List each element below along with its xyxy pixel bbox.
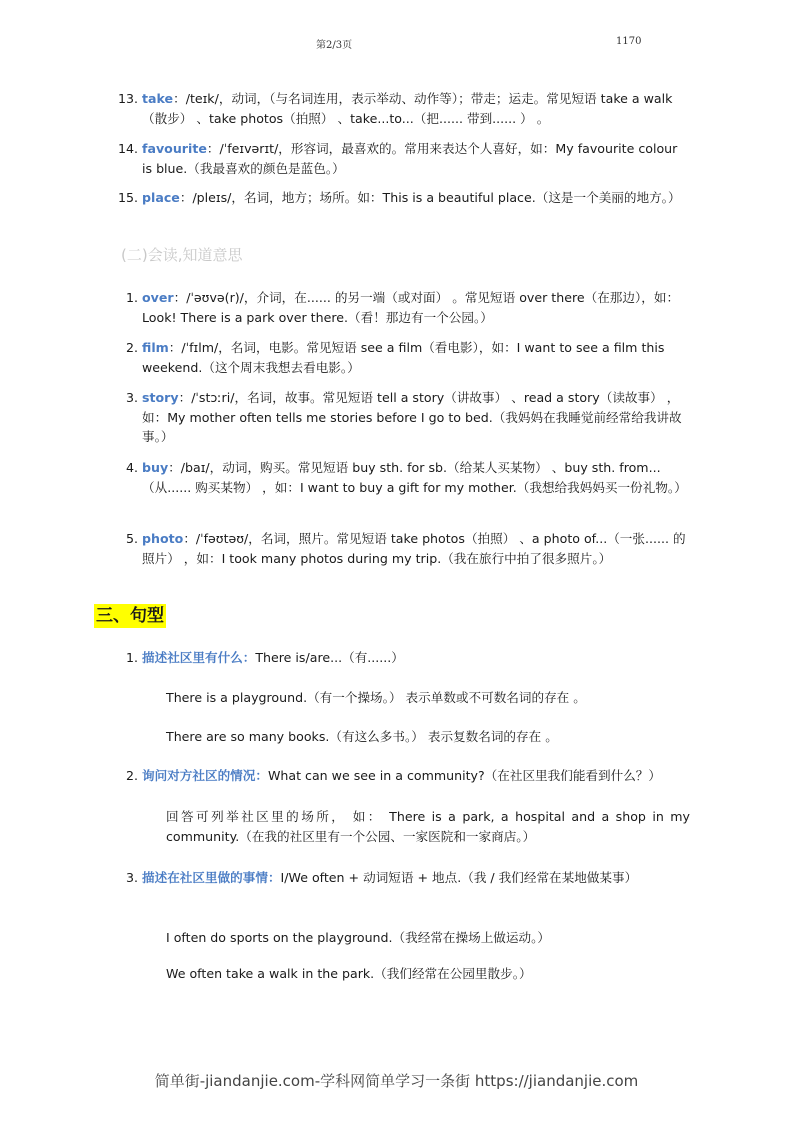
vocab-definition: ：/pleɪs/，名词，地方；场所。如：This is a beautiful place.（这是一个美丽的地方。）: [179, 190, 681, 205]
page-number: 第2/3页: [316, 40, 353, 51]
pattern-item-2: [125, 766, 690, 786]
vocab-word: place: [142, 190, 180, 205]
vocab-word: buy: [142, 460, 169, 475]
pattern-label: 描述社区里有什么：: [142, 650, 256, 665]
pattern-item-3: [125, 868, 690, 888]
vocab-item-take: [117, 89, 690, 128]
pattern-text: There is/are...（有......）: [255, 650, 404, 665]
vocab-definition: ：/baɪ/，动词，购买。常见短语 buy sth. for sb.（给某人买某物） 、buy sth. from...（从...... 购买某物） ，如：I want to buy a gift for my mother.（我想给我妈妈买一份礼物。）: [142, 460, 687, 495]
item-number: 2.: [125, 340, 138, 355]
page-footer: 简单街-jiandanjie.com-学科网简单学习一条街 https://jiandanjie.com: [154, 1072, 639, 1090]
item-number: 15.: [117, 190, 138, 205]
item-number: 4.: [125, 460, 138, 475]
pattern-item-1: [125, 648, 690, 668]
item-number: 2.: [125, 768, 138, 783]
item-number: 5.: [125, 531, 138, 546]
document-id: 1170: [616, 36, 642, 47]
pattern-label: 询问对方社区的情况：: [142, 768, 268, 783]
vocab-word: take: [142, 91, 174, 106]
section-heading-sentence-patterns: 三、句型: [96, 606, 164, 626]
vocab-definition: ：/ˈfɪlm/，名词，电影。常见短语 see a film（看电影），如：I want to see a film this weekend.（这个周末我想去看电影。）: [142, 340, 665, 375]
item-number: 13.: [117, 91, 138, 106]
vocab-word: photo: [142, 531, 184, 546]
item-number: 1.: [125, 650, 138, 665]
example-sentence: There is a playground.（有一个操场。） 表示单数或不可数名词的存在 。: [166, 690, 586, 705]
vocab-word: film: [142, 340, 169, 355]
page-header: [0, 36, 793, 52]
vocab-item-place: [117, 188, 690, 208]
example-sentence: 回答可列举社区里的场所， 如： There is a park, a hospital and a shop in my community.（在我的社区里有一个公园、一家医院和一家商店。）: [166, 809, 690, 844]
pattern-text: I/We often + 动词短语 + 地点.（我 / 我们经常在某地做某事）: [280, 870, 638, 885]
vocab-definition: ：/teɪk/，动词，（与名词连用，表示举动、动作等）；带走；运走。常见短语 take a walk（散步） 、take photos（拍照） 、take...to...（把...... 带到...... ） 。: [142, 91, 673, 126]
example-sentence: There are so many books.（有这么多书。） 表示复数名词的存在 。: [166, 729, 558, 744]
example-sentence: We often take a walk in the park.（我们经常在公园里散步。）: [166, 966, 532, 981]
vocab-word: over: [142, 290, 174, 305]
vocab-word: favourite: [142, 141, 207, 156]
vocab-definition: ：/ˈstɔːri/，名词，故事。常见短语 tell a story（讲故事） 、read a story（读故事） ，如：My mother often tells me stories before I go to bed.（我妈妈在我睡觉前经常给我讲故事。）: [142, 390, 682, 444]
item-number: 14.: [117, 141, 138, 156]
example-sentence: I often do sports on the playground.（我经常在操场上做运动。）: [166, 930, 550, 945]
item-number: 3.: [125, 390, 138, 405]
vocab-item-buy: [125, 458, 690, 497]
item-number: 3.: [125, 870, 138, 885]
pattern-text: What can we see in a community?（在社区里我们能看到什么？）: [267, 768, 661, 783]
vocab-definition: ：/ˈfəʊtəʊ/，名词，照片。常见短语 take photos（拍照） 、a photo of...（一张...... 的照片） ，如：I took many photos during my trip.（我在旅行中拍了很多照片。）: [142, 531, 686, 566]
vocab-item-favourite: [117, 139, 690, 178]
item-number: 1.: [125, 290, 138, 305]
vocab-definition: ：/ˈfeɪvərɪt/，形容词，最喜欢的。常用来表达个人喜好，如：My favourite colour is blue.（我最喜欢的颜色是蓝色。）: [142, 141, 678, 176]
vocab-item-photo: [125, 529, 690, 568]
vocab-word: story: [142, 390, 179, 405]
pattern-label: 描述在社区里做的事情：: [142, 870, 281, 885]
vocab-item-over: [125, 288, 690, 327]
vocab-item-film: [125, 338, 690, 377]
section-heading-read: (二)会读,知道意思: [121, 246, 243, 264]
vocab-definition: ：/ˈəʊvə(r)/，介词，在...... 的另一端（或对面） 。常见短语 over there（在那边），如：Look! There is a park over there.（看！那边有一个公园。）: [142, 290, 680, 325]
vocab-item-story: [125, 388, 690, 447]
